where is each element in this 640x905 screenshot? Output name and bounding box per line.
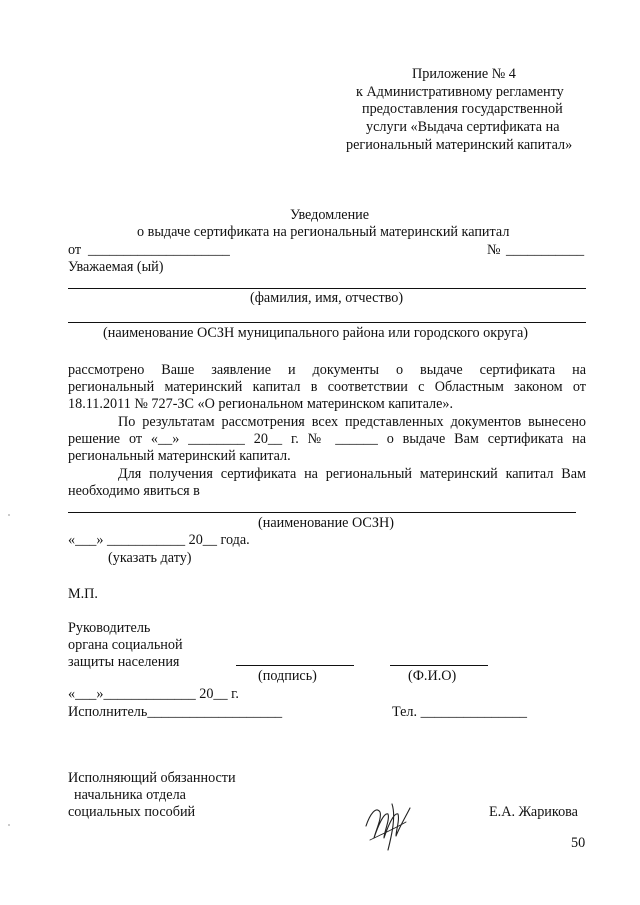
body-line: необходимо явиться в <box>68 483 200 499</box>
appendix-number: Приложение № 4 <box>412 66 516 82</box>
salutation: Уважаемая (ый) <box>68 259 164 275</box>
fio-caption: (фамилия, имя, отчество) <box>250 290 404 306</box>
body-line: рассмотрено Ваше заявление и документы о выдаче сертификата на <box>68 362 586 378</box>
oszn-caption: (наименование ОСЗН муниципального района или городского округа) <box>103 325 528 341</box>
number-label: № <box>487 242 501 258</box>
oszn-name-line <box>68 512 576 513</box>
body-line: 18.11.2011 № 727-ЗС «О региональном материнском капитале». <box>68 396 454 412</box>
body-line: региональный материнский капитал в соответствии с Областным законом от <box>68 379 586 395</box>
number-blank: ___________ <box>506 242 585 258</box>
fio-sign-line <box>390 665 488 666</box>
head-title: защиты населения <box>68 654 180 670</box>
from-label: от <box>68 242 82 258</box>
signer-name: Е.А. Жарикова <box>489 804 578 820</box>
from-blank: ____________________ <box>88 242 230 258</box>
scan-speck <box>8 824 10 826</box>
head-title: Руководитель <box>68 620 151 636</box>
page-number: 50 <box>571 835 586 851</box>
scan-speck <box>8 514 10 516</box>
body-line: По результатам рассмотрения всех представленных документов вынесено <box>118 414 586 430</box>
sign-date-line: «___»_____________ 20__ г. <box>68 686 239 702</box>
body-line: региональный материнский капитал. <box>68 448 291 464</box>
oszn-line <box>68 322 586 323</box>
document-subtitle: о выдаче сертификата на региональный материнский капитал <box>137 224 510 240</box>
head-title: органа социальной <box>68 637 183 653</box>
oszn-name-caption: (наименование ОСЗН) <box>258 515 394 531</box>
footer-role: Исполняющий обязанности <box>68 770 236 786</box>
handwritten-signature <box>362 786 418 856</box>
signature-line <box>236 665 354 666</box>
appendix-line: к Административному регламенту <box>356 84 564 100</box>
body-line: решение от «__» ________ 20__ г. № ______ о выдаче Вам сертификата на <box>68 431 586 447</box>
document-title: Уведомление <box>290 207 370 223</box>
appendix-line: услуги «Выдача сертификата на <box>366 119 560 135</box>
appendix-line: предоставления государственной <box>362 101 563 117</box>
footer-role: начальника отдела <box>74 787 186 803</box>
body-line: Для получения сертификата на региональный материнский капитал Вам <box>118 466 586 482</box>
sign-caption: (подпись) <box>258 668 317 684</box>
stamp-place: М.П. <box>68 586 98 602</box>
fio-line <box>68 288 586 289</box>
executor-line: Исполнитель___________________ <box>68 704 283 720</box>
date-caption: (указать дату) <box>108 550 192 566</box>
footer-role: социальных пособий <box>68 804 196 820</box>
fio-sign-caption: (Ф.И.О) <box>408 668 457 684</box>
phone-line: Тел. _______________ <box>392 704 528 720</box>
appointment-date-line: «___» ___________ 20__ года. <box>68 532 250 548</box>
appendix-line: региональный материнский капитал» <box>346 137 573 153</box>
